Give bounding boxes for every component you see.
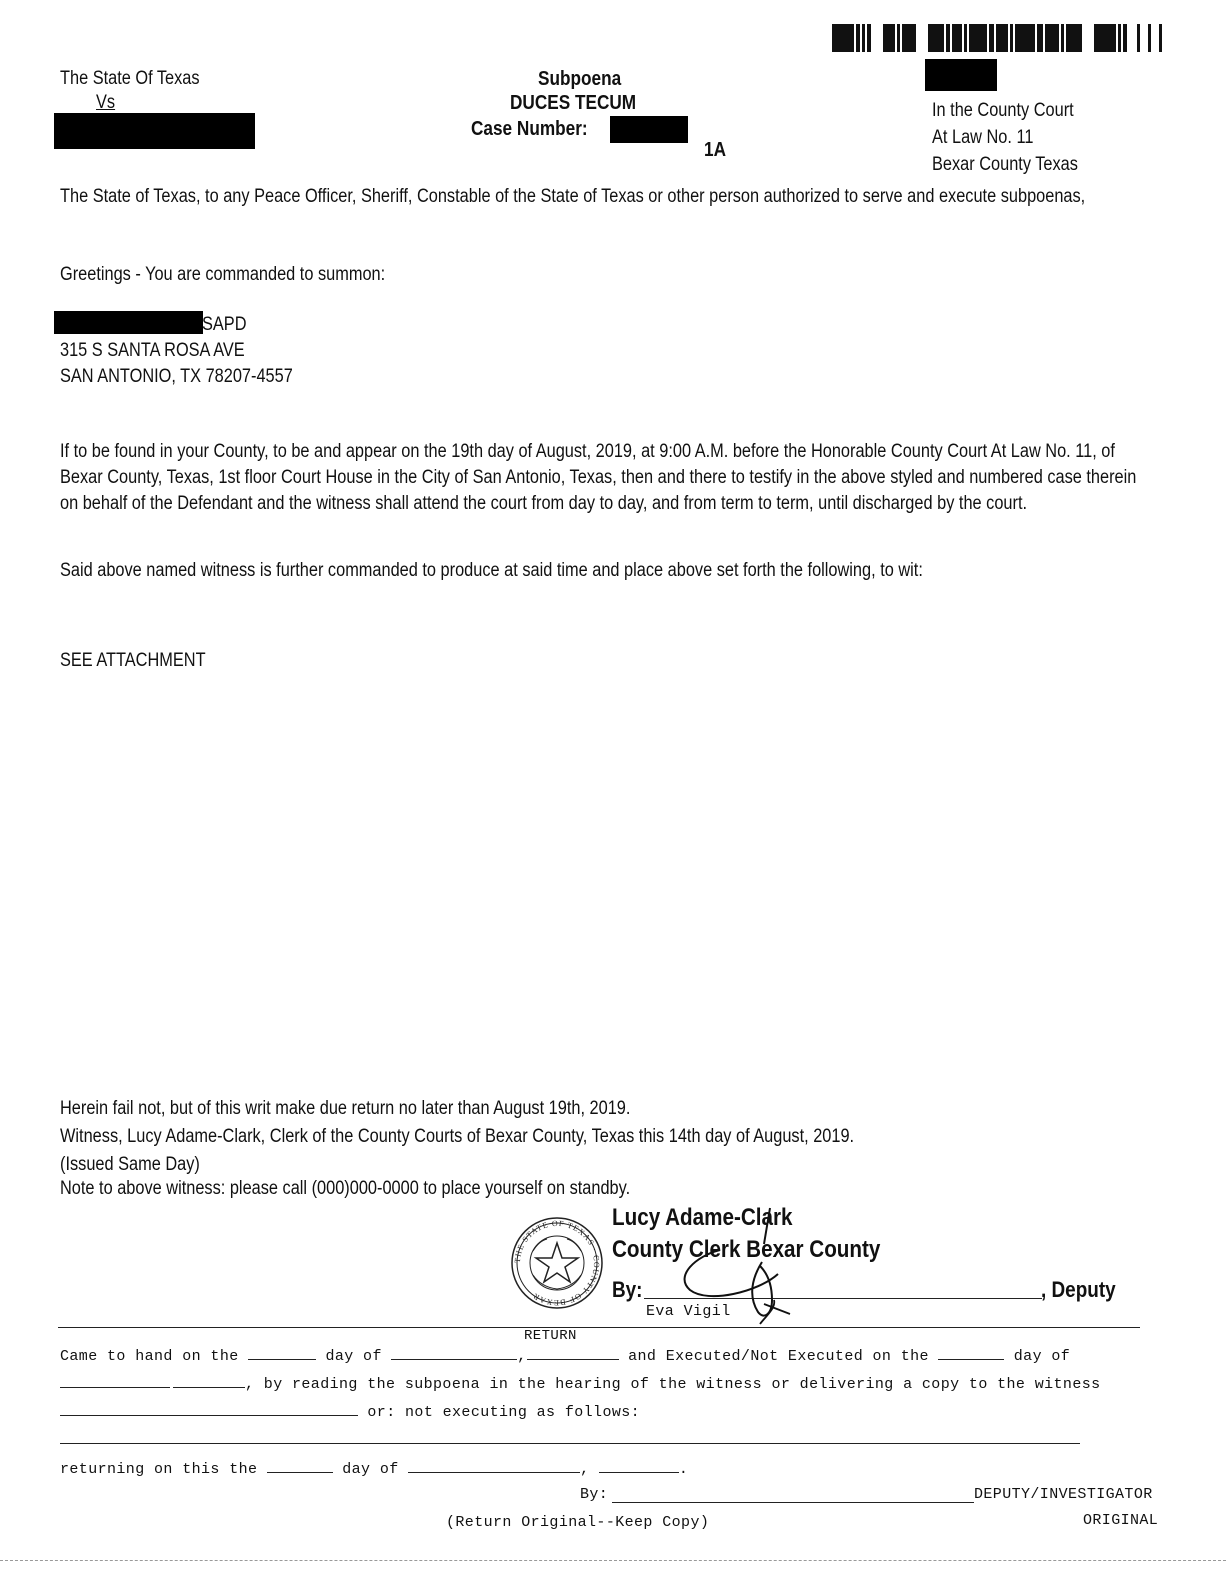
clerk-title: County Clerk Bexar County	[612, 1236, 881, 1263]
return-divider	[58, 1327, 1140, 1328]
redaction-cause	[925, 59, 997, 91]
came-to-hand-month-blank[interactable]	[391, 1345, 517, 1360]
original-label: ORIGINAL	[1083, 1512, 1159, 1529]
closing-line-3: (Issued Same Day)	[60, 1154, 200, 1175]
court-line-3: Bexar County Texas	[932, 154, 1078, 175]
executed-month-blank[interactable]	[60, 1373, 170, 1388]
document-title: Subpoena	[538, 68, 622, 90]
closing-line-4: Note to above witness: please call (000)000-0000 to place yourself on standby.	[60, 1178, 631, 1199]
return-original-note: (Return Original--Keep Copy)	[446, 1514, 710, 1531]
see-attachment: SEE ATTACHMENT	[60, 650, 206, 671]
witness-blank[interactable]	[60, 1401, 358, 1416]
returning-day-blank[interactable]	[267, 1458, 333, 1473]
court-line-2: At Law No. 11	[932, 127, 1034, 148]
executed-label: and Executed/Not Executed on the	[628, 1348, 929, 1365]
not-executing-reason-line[interactable]	[60, 1443, 1080, 1444]
return-row-3	[60, 1401, 640, 1421]
returning-month-blank[interactable]	[408, 1458, 580, 1473]
intro-paragraph: The State of Texas, to any Peace Officer, Sheriff, Constable of the State of Texas or other person authorized to serve and execute subpoenas,	[60, 186, 1086, 207]
svg-text:THE STATE OF TEXAS · COUNTY OF	[513, 1219, 601, 1307]
closing-line-2: Witness, Lucy Adame-Clark, Clerk of the County Courts of Bexar County, Texas this 14th day of August, 2019.	[60, 1126, 855, 1147]
redaction-defendant	[54, 113, 255, 149]
day-of-label: day of	[325, 1348, 382, 1365]
return-row-2	[60, 1373, 1101, 1393]
return-row-1: Came to hand on the day of , and Executed/Not Executed on the day of	[60, 1345, 1070, 1365]
day-of-label-2: day of	[1013, 1348, 1071, 1365]
document-subtitle: DUCES TECUM	[510, 92, 637, 114]
handwritten-signature-icon	[668, 1204, 808, 1328]
clerk-name: Lucy Adame-Clark	[612, 1204, 793, 1231]
executed-day-blank[interactable]	[938, 1345, 1004, 1360]
court-line-1: In the County Court	[932, 100, 1074, 121]
return-signature-line[interactable]	[612, 1502, 974, 1503]
command-paragraph: If to be found in your County, to be and appear on the 19th day of August, 2019, at 9:00 A.M. before the Honorable County Court At Law No. 11, of Bexar County, Texas, 1st floor Court House in the City of San Antonio, Texas, then and there to testify in the above styled and numbered case therein on behalf of the Defendant and the witness shall attend the court from day to day, and from term to term, until discharged by the court.	[60, 441, 1137, 514]
closing-line-1: Herein fail not, but of this writ make due return no later than August 19th, 2019.	[60, 1098, 631, 1119]
by-reading-text: , by reading the subpoena in the hearing of the witness or delivering a copy to the witness	[245, 1376, 1101, 1393]
witness-address-2: SAN ANTONIO, TX 78207-4557	[60, 366, 293, 387]
came-to-hand-label: Came to hand on the	[60, 1348, 239, 1365]
or-not-executing-text: or: not executing as follows:	[367, 1404, 641, 1421]
return-by-label: By:	[580, 1486, 609, 1503]
witness-agency: SAPD	[202, 314, 247, 335]
by-label: By:	[612, 1277, 643, 1302]
deputy-name: Eva Vigil	[646, 1303, 731, 1320]
returning-label: returning on this the	[60, 1461, 258, 1478]
returning-year-blank[interactable]	[599, 1458, 679, 1473]
case-number-label: Case Number:	[471, 118, 588, 140]
deputy-investigator-label: DEPUTY/INVESTIGATOR	[974, 1486, 1153, 1503]
day-of-label-3: day of	[342, 1461, 399, 1478]
barcode	[832, 24, 1162, 52]
executed-year-blank[interactable]	[173, 1373, 245, 1388]
county-seal-icon	[506, 1215, 608, 1311]
witness-address-1: 315 S SANTA ROSA AVE	[60, 340, 245, 361]
came-to-hand-year-blank[interactable]	[527, 1345, 619, 1360]
came-to-hand-day-blank[interactable]	[248, 1345, 316, 1360]
greeting: Greetings - You are commanded to summon:	[60, 264, 386, 285]
deputy-label: , Deputy	[1041, 1277, 1116, 1302]
redaction-case-number	[610, 116, 688, 143]
plaintiff: The State Of Texas	[60, 68, 200, 89]
redaction-witness-name	[54, 311, 203, 334]
produce-paragraph: Said above named witness is further commanded to produce at said time and place above set forth the following, to wit:	[60, 560, 923, 581]
return-row-4: returning on this the day of , .	[60, 1458, 688, 1478]
seal-text: THE STATE OF TEXAS · COUNTY OF BEXAR	[512, 1218, 602, 1308]
bottom-edge	[0, 1560, 1226, 1561]
versus: Vs	[96, 92, 116, 113]
case-suffix: 1A	[704, 139, 726, 161]
return-heading: RETURN	[524, 1328, 577, 1344]
